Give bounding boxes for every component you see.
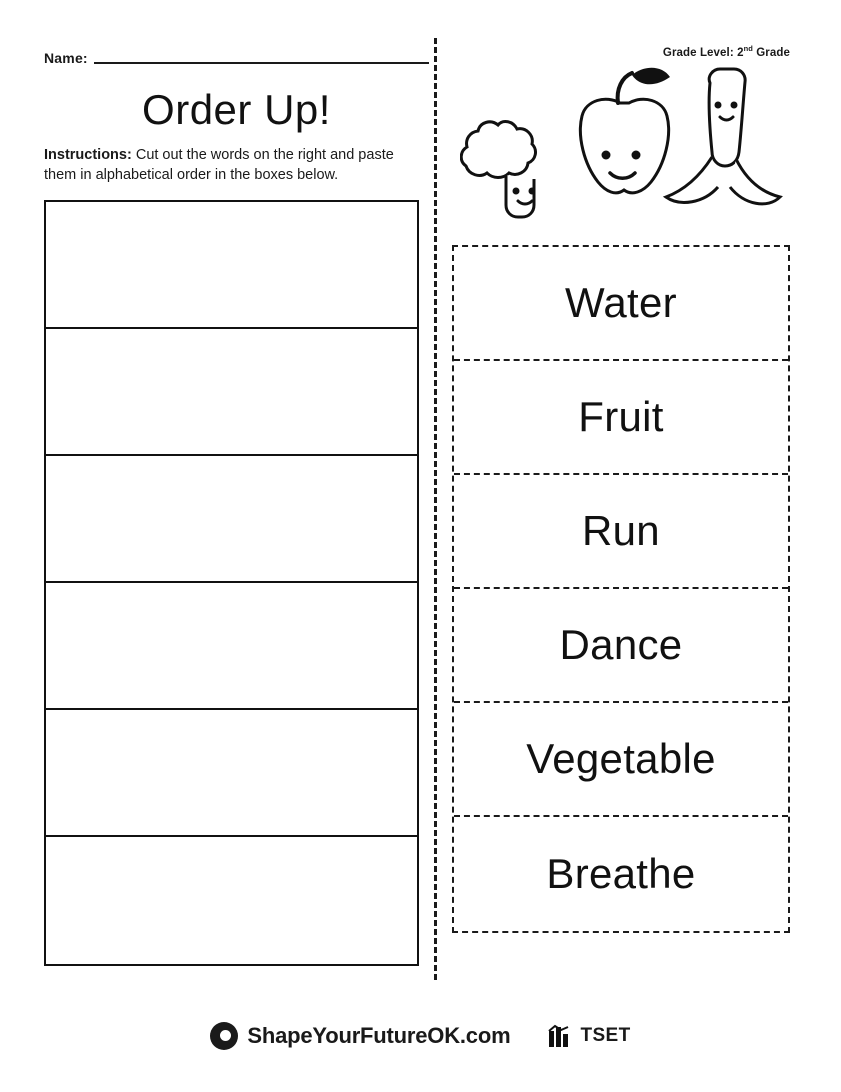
grade-level-suffix: Grade <box>752 46 790 59</box>
word-label: Water <box>565 278 677 326</box>
answer-box[interactable] <box>46 202 417 329</box>
word-cell[interactable] <box>454 361 788 475</box>
tset-brand <box>548 1024 630 1048</box>
shape-your-future-brand[interactable] <box>210 1022 510 1050</box>
word-cell[interactable] <box>454 475 788 589</box>
cut-out-word-strip <box>452 245 790 933</box>
tset-label: TSET <box>580 1025 631 1046</box>
word-cell[interactable] <box>454 703 788 817</box>
produce-characters-illustration <box>452 63 790 245</box>
instructions <box>44 146 404 185</box>
answer-box[interactable] <box>46 329 417 456</box>
grade-level-ordinal: nd <box>743 44 753 53</box>
answer-box[interactable] <box>46 456 417 583</box>
grade-level-prefix: Grade Level: 2 <box>662 46 744 59</box>
page-title: Order Up! <box>142 86 331 133</box>
name-write-line[interactable] <box>94 61 429 64</box>
crescent-logo-icon <box>210 1022 238 1050</box>
word-cell[interactable] <box>454 589 788 703</box>
word-label: Breathe <box>546 849 696 897</box>
dashed-cut-line <box>434 38 437 980</box>
name-field-row <box>44 40 429 68</box>
footer <box>0 1022 841 1050</box>
word-label: Vegetable <box>526 734 716 782</box>
right-column <box>452 44 790 933</box>
grade-level <box>452 44 790 59</box>
word-cell[interactable] <box>454 247 788 361</box>
brand-label: ShapeYourFutureOK.com <box>247 1023 511 1048</box>
word-label: Run <box>582 506 660 554</box>
instructions-label: Instructions: <box>44 147 132 163</box>
word-label: Dance <box>559 620 683 668</box>
answer-box-list <box>44 200 419 966</box>
answer-box[interactable] <box>46 710 417 837</box>
word-cell[interactable] <box>454 817 788 931</box>
name-label: Name: <box>44 50 88 66</box>
tset-logo-icon <box>548 1024 574 1048</box>
answer-box[interactable] <box>46 583 417 710</box>
answer-box[interactable] <box>46 837 417 964</box>
word-label: Fruit <box>578 392 664 440</box>
instructions-text: Cut out the words on the right and paste them in alphabetical order in the boxes below. <box>44 147 394 183</box>
left-column <box>44 40 429 966</box>
